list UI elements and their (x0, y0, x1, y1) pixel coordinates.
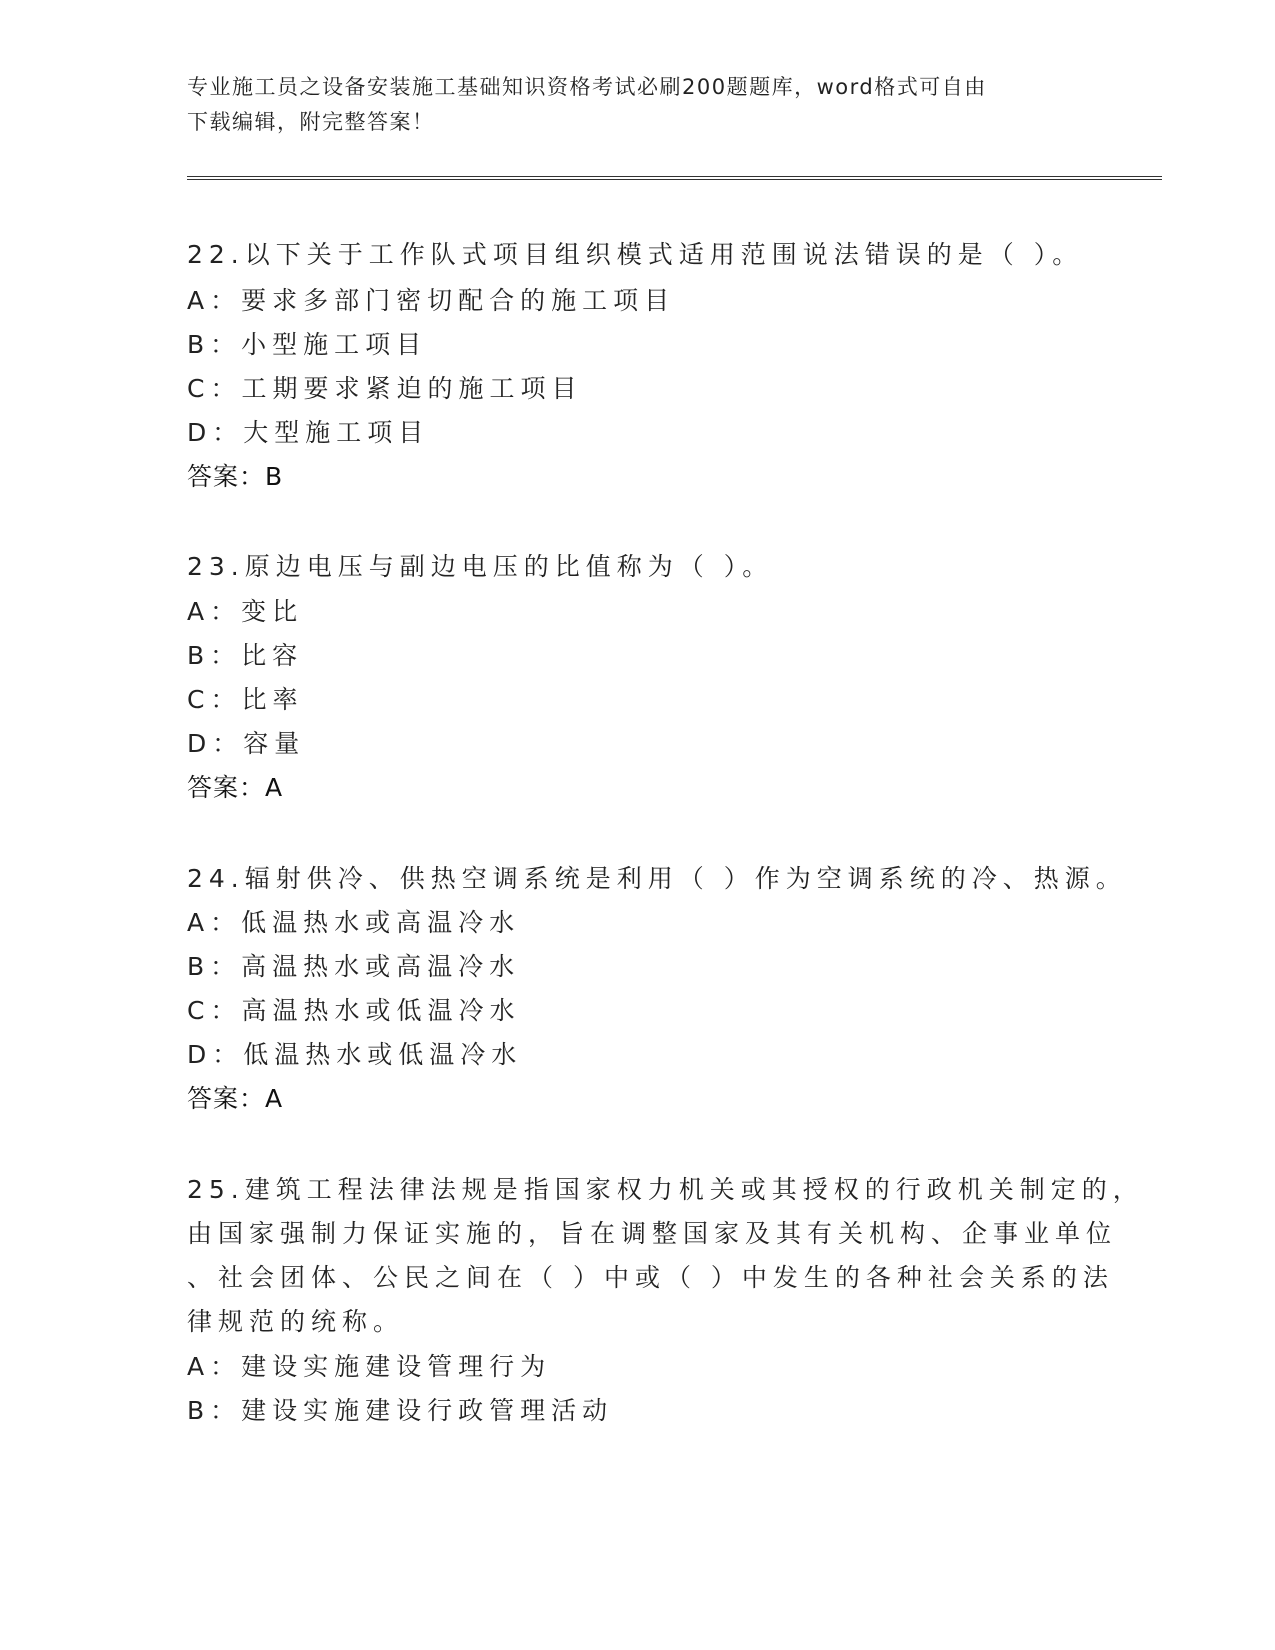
question-23-option-d: D：容量 (187, 729, 306, 758)
question-22-stem: 22.以下关于工作队式项目组织模式适用范围说法错误的是（ ）。 (187, 240, 1084, 269)
question-22-option-c: C：工期要求紧迫的施工项目 (187, 374, 583, 403)
question-25-stem-line3: 、社会团体、公民之间在（ ）中或（ ）中发生的各种社会关系的法 (187, 1263, 1114, 1292)
question-23-option-b: B：比容 (187, 641, 304, 670)
question-22-option-a: A：要求多部门密切配合的施工项目 (187, 286, 676, 315)
question-24-option-a: A：低温热水或高温冷水 (187, 908, 521, 937)
question-22-answer: 答案：B (187, 462, 284, 491)
header-text-line2: 下载编辑，附完整答案！ (187, 110, 435, 134)
header-divider (187, 176, 1162, 180)
question-25-stem-line4: 律规范的统称。 (187, 1307, 405, 1336)
question-23-answer: 答案：A (187, 773, 284, 802)
header-text-line1: 专业施工员之设备安装施工基础知识资格考试必刷200题题库，word格式可自由 (187, 75, 987, 99)
question-24-answer: 答案：A (187, 1084, 284, 1113)
question-23-stem: 23.原边电压与副边电压的比值称为（ ）。 (187, 552, 774, 581)
question-25-stem-line1: 25.建筑工程法律法规是指国家权力机关或其授权的行政机关制定的， (187, 1175, 1144, 1204)
question-24-stem: 24.辐射供冷、供热空调系统是利用（ ）作为空调系统的冷、热源。 (187, 864, 1127, 893)
question-24-option-b: B：高温热水或高温冷水 (187, 952, 521, 981)
question-23-option-a: A：变比 (187, 597, 304, 626)
question-22-option-b: B：小型施工项目 (187, 330, 428, 359)
question-25-stem-line2: 由国家强制力保证实施的，旨在调整国家及其有关机构、企事业单位 (187, 1219, 1118, 1248)
question-22-option-d: D：大型施工项目 (187, 418, 430, 447)
question-24-option-c: C：高温热水或低温冷水 (187, 996, 521, 1025)
question-25-option-a: A：建设实施建设管理行为 (187, 1352, 552, 1381)
document-header (187, 70, 1087, 140)
question-25-option-b: B：建设实施建设行政管理活动 (187, 1396, 614, 1425)
question-23-option-c: C：比率 (187, 685, 304, 714)
question-24-option-d: D：低温热水或低温冷水 (187, 1040, 523, 1069)
